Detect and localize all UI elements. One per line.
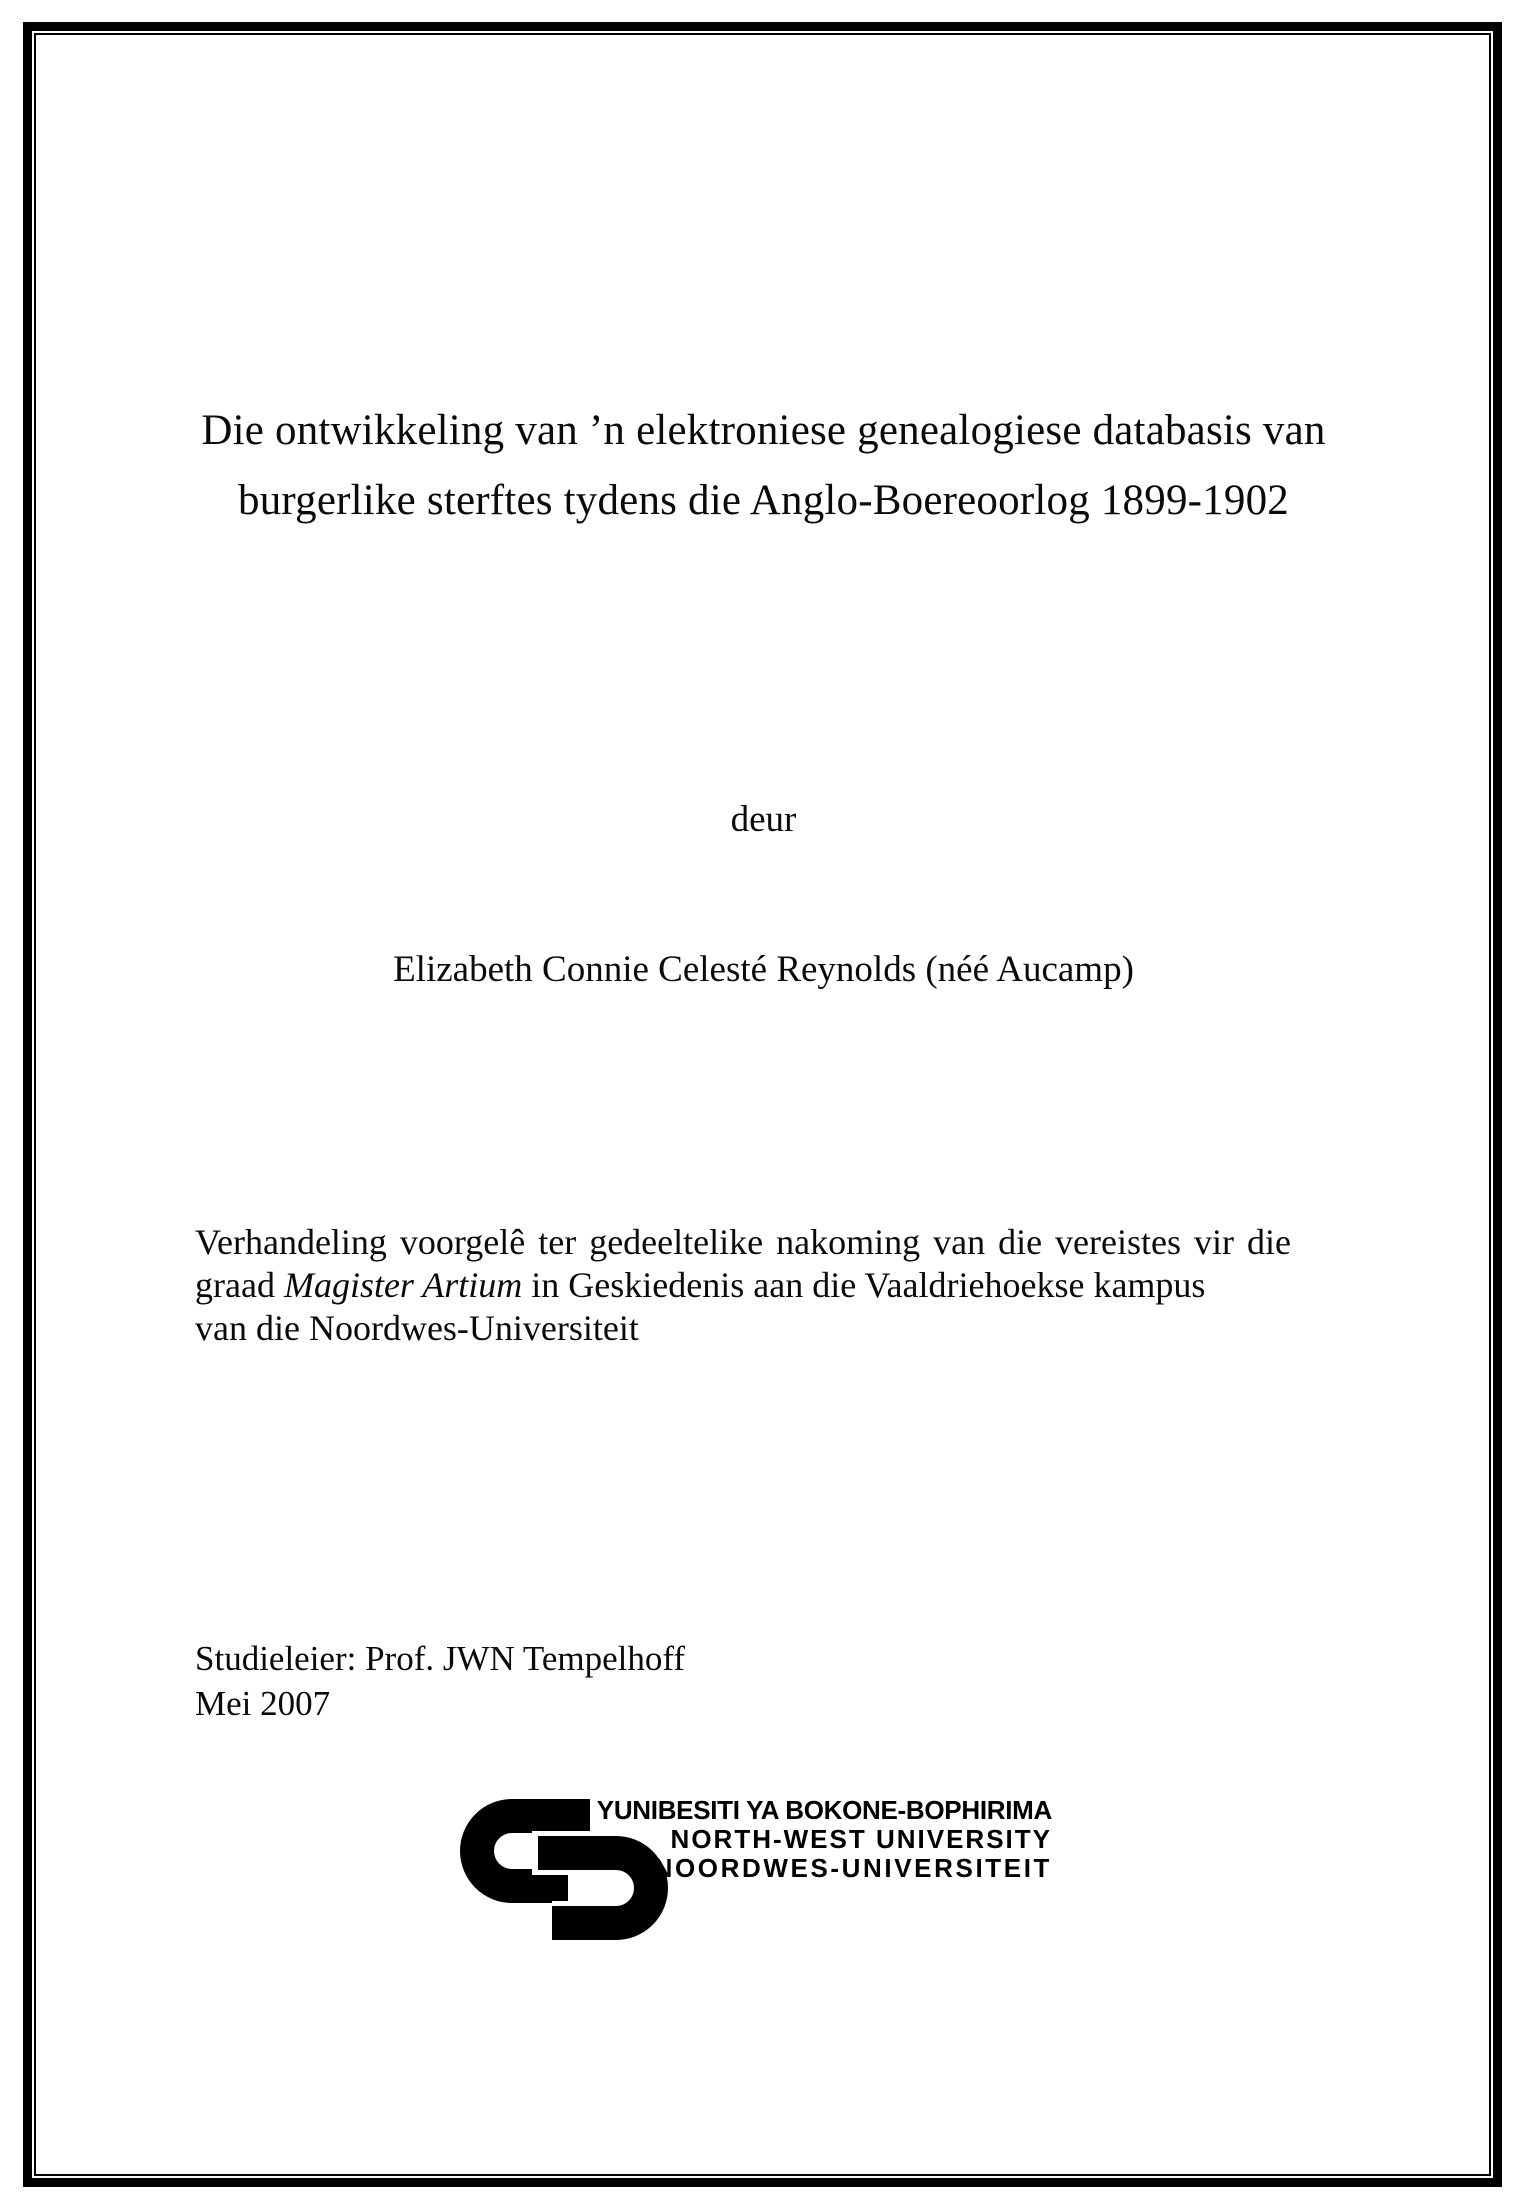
- degree-name-italic: Magister Artium: [283, 1265, 523, 1305]
- degree-statement-line1: Verhandeling voorgelê ter gedeeltelike nakoming van die vereistes vir die: [195, 1222, 1291, 1262]
- degree-statement: [195, 1221, 1345, 1350]
- byline-label: deur: [730, 799, 797, 840]
- thesis-title-line2: burgerlike sterftes tydens die Anglo-Boereoorlog 1899-1902: [238, 477, 1289, 524]
- thesis-title: [60, 396, 1467, 536]
- degree-statement-line3: van die Noordwes-Universiteit: [195, 1308, 639, 1348]
- university-name-setswana: YUNIBESITI YA BOKONE-BOPHIRIMA: [596, 1795, 1052, 1825]
- degree-statement-line2-prefix: graad: [195, 1265, 284, 1305]
- author-name: Elizabeth Connie Celesté Reynolds (néé Aucamp): [393, 949, 1134, 990]
- university-name-english: NORTH-WEST UNIVERSITY: [670, 1824, 1052, 1854]
- supervisor-line: Studieleier: Prof. JWN Tempelhoff: [195, 1639, 686, 1678]
- supervisor-block: [195, 1636, 685, 1726]
- degree-statement-line2-suffix: in Geskiedenis aan die Vaaldriehoekse kampus: [522, 1265, 1206, 1305]
- thesis-title-line1: Die ontwikkeling van ’n elektroniese genealogiese databasis van: [201, 407, 1326, 454]
- degree-statement-line2: [195, 1264, 1345, 1307]
- university-wordmark: [597, 1796, 1052, 1883]
- university-name-afrikaans: NOORDWES-UNIVERSITEIT: [653, 1853, 1052, 1883]
- date-line: Mei 2007: [195, 1684, 331, 1723]
